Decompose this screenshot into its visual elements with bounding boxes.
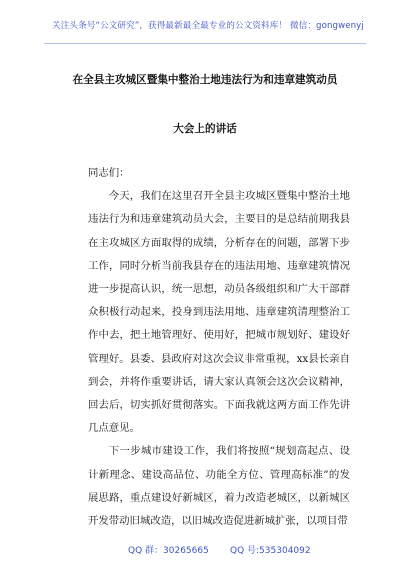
body-paragraph-1: 今天，我们在这里召开全县主攻城区暨集中整治土地违法行为和违章建筑动员大会，主要目的是总结前期我县在主攻城区方面取得的成绩，分析存在的问题，部署下步工作，同时分析当前我县存在的违法用地、违章建筑情况进一步提高认识，统一思想，动员各级组织和广大干部群众积极行动起来，投身到违法用地、违章建筑清理整治工作中去，把土地管理好、使用好，把城市规划好、建设好管理好。县委、县政府对这次会议非常重视，xx县长亲自到会，并将作重要讲话，请大家认真领会这次会议精神，回去后，切实抓好贯彻落实。下面我就这两方面工作先讲几点意见。 (88, 190, 350, 435)
salutation: 同志们： (88, 167, 130, 179)
body-paragraph-2: 下一步城市建设工作，我们将按照“规划高起点、设计新理念、建设高品位、功能全方位、管理高标准”的发展思路，重点建设好新城区，着力改造老城区，以新城区开发带动旧城改造，以旧城改造促进新城扩张，以项目带 (88, 445, 350, 528)
footer-qq-group: QQ 群：30265665 (128, 546, 209, 556)
document-title-line-1: 在全县主攻城区暨集中整治土地违法行为和违章建筑动员 (72, 74, 338, 86)
footer-qq-number: QQ 号:535304092 (230, 546, 311, 556)
header-divider (44, 43, 366, 44)
document-title-line-2: 大会上的讲话 (173, 123, 237, 135)
document-body (88, 162, 350, 533)
promo-header-banner: 关注头条号“公文研究”，获得最新最全最专业的公文资料库！ 微信：gongwenyj (52, 21, 364, 31)
